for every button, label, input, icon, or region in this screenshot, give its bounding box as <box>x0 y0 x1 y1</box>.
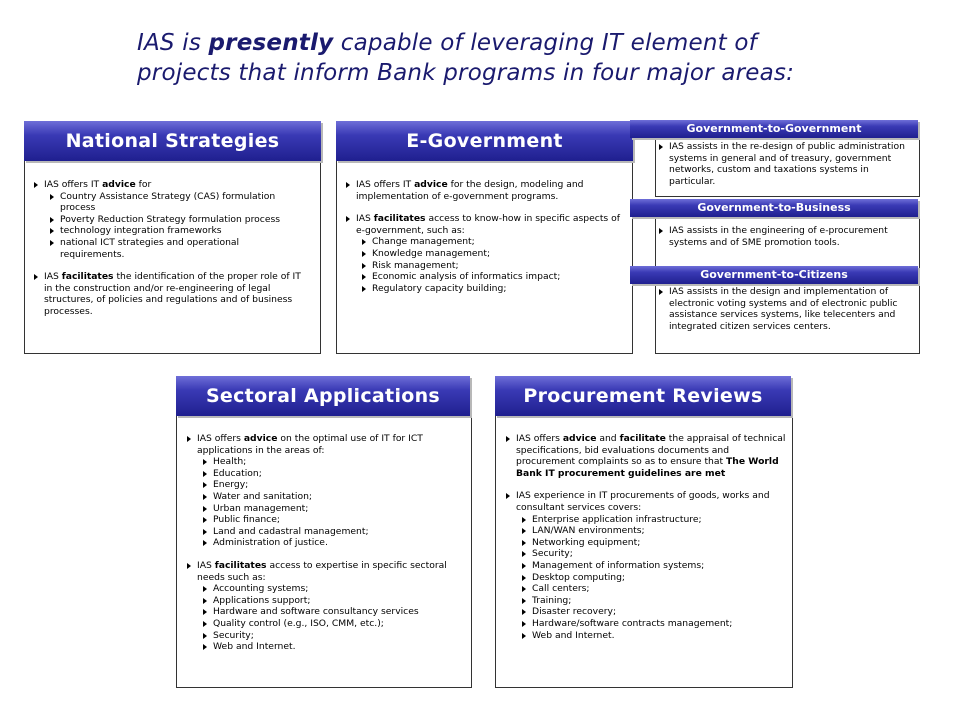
list-item: IAS offers advice and facilitate the appraisal of technical specifications, bid evaluations documents and procurement complaints so as to ensure that The World Bank IT procurement guidelines are met <box>505 433 787 479</box>
list-subitem: Poverty Reduction Strategy formulation process <box>33 214 305 226</box>
list-subitem: Desktop computing; <box>505 572 787 584</box>
list-subitem: Enterprise application infrastructure; <box>505 514 787 526</box>
list-subitem: Networking equipment; <box>505 537 787 549</box>
e-government-content <box>345 179 620 294</box>
list-item: IAS offers IT advice for <box>33 179 305 191</box>
list-subitem: Security; <box>505 548 787 560</box>
list-subitem: Quality control (e.g., ISO, CMM, etc.); <box>186 618 466 630</box>
list-subitem: Regulatory capacity building; <box>345 283 620 295</box>
list-subitem: Training; <box>505 595 787 607</box>
g2b-content <box>658 225 916 248</box>
list-subitem: Web and Internet. <box>186 641 466 653</box>
list-subitem: LAN/WAN environments; <box>505 525 787 537</box>
list-item: IAS offers advice on the optimal use of IT for ICT applications in the areas of: <box>186 433 466 456</box>
list-item: IAS assists in the engineering of e-procurement systems and of SME promotion tools. <box>658 225 916 248</box>
national-strategies-header: National Strategies <box>24 121 321 161</box>
list-subitem: Hardware/software contracts management; <box>505 618 787 630</box>
list-subitem: national ICT strategies and operational requirements. <box>33 237 305 260</box>
list-item: IAS assists in the re-design of public administration systems in general and of treasury, government networks, custom and taxations systems in particular. <box>658 141 916 187</box>
procurement-reviews-header: Procurement Reviews <box>495 376 791 416</box>
list-subitem: Disaster recovery; <box>505 606 787 618</box>
list-item: IAS facilitates access to know-how in specific aspects of e-government, such as: <box>345 213 620 236</box>
list-subitem: Health; <box>186 456 466 468</box>
title-line-2: projects that inform Bank programs in four major areas: <box>137 60 795 86</box>
list-subitem: Land and cadastral management; <box>186 526 466 538</box>
list-item: IAS facilitates the identification of the proper role of IT in the construction and/or re-engineering of legal structures, of policies and regulations and of business processes. <box>33 271 305 317</box>
list-subitem: Risk management; <box>345 260 620 272</box>
list-subitem: Management of information systems; <box>505 560 787 572</box>
list-subitem: Administration of justice. <box>186 537 466 549</box>
list-subitem: Urban management; <box>186 503 466 515</box>
list-subitem: Call centers; <box>505 583 787 595</box>
national-strategies-content <box>33 179 305 318</box>
list-subitem: Hardware and software consultancy services <box>186 606 466 618</box>
g2g-content <box>658 141 916 187</box>
g2c-header: Government-to-Citizens <box>630 266 918 284</box>
list-subitem: Country Assistance Strategy (CAS) formulation process <box>33 191 305 214</box>
page-title <box>137 28 937 88</box>
list-subitem: Security; <box>186 630 466 642</box>
list-subitem: Change management; <box>345 236 620 248</box>
sectoral-applications-content <box>186 433 466 653</box>
list-item: IAS assists in the design and implementation of electronic voting systems and of electronic public assistance services systems, like telecenters and integrated citizen services centers. <box>658 286 916 332</box>
list-item: IAS offers IT advice for the design, modeling and implementation of e-government programs. <box>345 179 620 202</box>
list-subitem: Economic analysis of informatics impact; <box>345 271 620 283</box>
list-subitem: Public finance; <box>186 514 466 526</box>
list-subitem: technology integration frameworks <box>33 225 305 237</box>
g2b-header: Government-to-Business <box>630 199 918 217</box>
title-line-1: IAS is presently capable of leveraging IT element of <box>137 30 757 56</box>
list-subitem: Energy; <box>186 479 466 491</box>
e-government-header: E-Government <box>336 121 633 161</box>
list-item: IAS experience in IT procurements of goods, works and consultant services covers: <box>505 490 787 513</box>
list-item: IAS facilitates access to expertise in specific sectoral needs such as: <box>186 560 466 583</box>
list-subitem: Education; <box>186 468 466 480</box>
list-subitem: Web and Internet. <box>505 630 787 642</box>
list-subitem: Accounting systems; <box>186 583 466 595</box>
sectoral-applications-header: Sectoral Applications <box>176 376 470 416</box>
list-subitem: Water and sanitation; <box>186 491 466 503</box>
g2g-header: Government-to-Government <box>630 120 918 138</box>
procurement-reviews-content <box>505 433 787 641</box>
list-subitem: Applications support; <box>186 595 466 607</box>
g2c-content <box>658 286 916 332</box>
list-subitem: Knowledge management; <box>345 248 620 260</box>
